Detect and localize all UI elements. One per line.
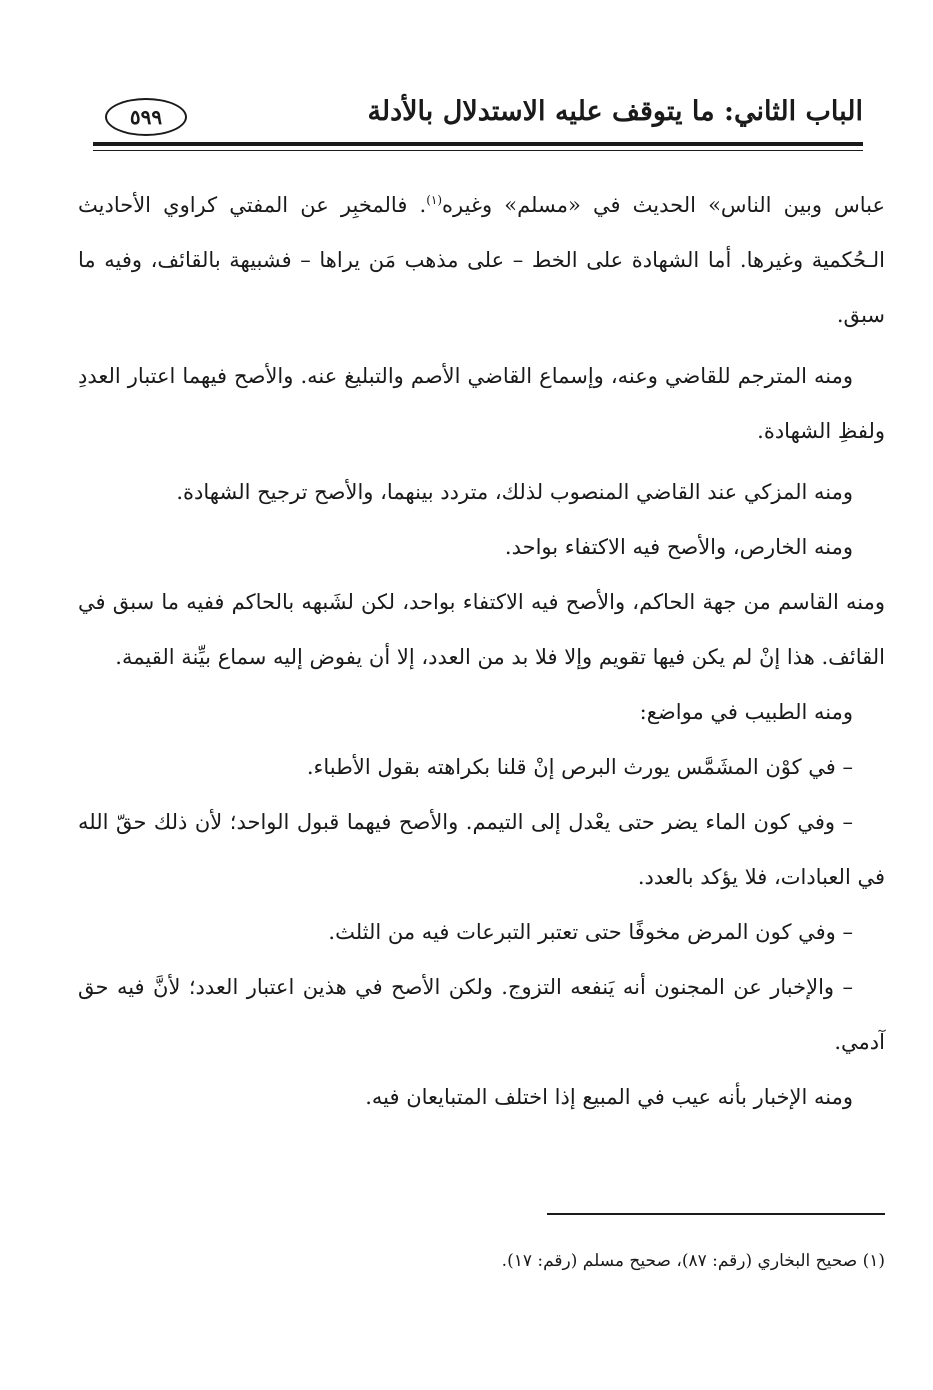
footnote-ref-1: (١) <box>426 193 443 207</box>
list-item-2: – وفي كون الماء يضر حتى يعْدل إلى التيمم. والأصح فيهما قبول الواحد؛ لأن ذلك حقّ الله في العبادات، فلا يؤكد بالعدد. <box>78 810 885 889</box>
list-item-1: – في كوْن المشَمَّس يورث البرص إنْ قلنا بكراهته بقول الأطباء. <box>306 755 853 779</box>
body-text <box>78 178 885 1125</box>
header-rule-thick <box>93 142 863 146</box>
paragraph-3: ومنه المزكي عند القاضي المنصوب لذلك، متردد بينهما، والأصح ترجيح الشهادة. <box>176 480 853 504</box>
list-item-4: – والإخبار عن المجنون أنه يَنفعه التزوج. ولكن الأصح في هذين اعتبار العدد؛ لأنَّ فيه حق آدمي. <box>78 975 885 1054</box>
paragraph-2: ومنه المترجم للقاضي وعنه، وإسماع القاضي الأصم والتبليغ عنه. والأصح فيهما اعتبار العددِ ولفظِ الشهادة. <box>78 364 885 443</box>
paragraph-1-start: عباس وبين الناس» الحديث في «مسلم» وغيره <box>442 193 886 217</box>
running-title: الباب الثاني: ما يتوقف عليه الاستدلال بالأدلة <box>367 96 863 127</box>
header-rule-thin <box>93 150 863 151</box>
footnote-1: (١) صحيح البخاري (رقم: ٨٧)، صحيح مسلم (رقم: ١٧). <box>501 1251 885 1271</box>
paragraph-1 <box>78 178 885 343</box>
paragraph-6: ومنه الطبيب في مواضع: <box>639 700 853 724</box>
page-number-oval <box>105 98 187 136</box>
footnote-separator <box>547 1213 885 1215</box>
list-item-3: – وفي كون المرض مخوفًا حتى تعتبر التبرعات فيه من الثلث. <box>328 920 853 944</box>
paragraph-7: ومنه الإخبار بأنه عيب في المبيع إذا اختلف المتبايعان فيه. <box>365 1085 853 1109</box>
footnotes <box>78 1247 885 1275</box>
paragraph-5: ومنه القاسم من جهة الحاكم، والأصح فيه الاكتفاء بواحد، لكن لشَبهه بالحاكم ففيه ما سبق في القائف. هذا إنْ لم يكن فيها تقويم وإلا فلا بد من العدد، إلا أن يفوض إليه سماع بيِّنة القيمة. <box>78 590 885 669</box>
page-number: ٥٩٩ <box>129 105 163 129</box>
paragraph-1-end: . فالمخبِر عن المفتي كراوي الأحاديث الـحُكمية وغيرها. أما الشهادة على الخط – على مذهب مَن يراها – فشبيهة بالقائف، وفيه ما سبق. <box>78 193 885 327</box>
paragraph-4: ومنه الخارص، والأصح فيه الاكتفاء بواحد. <box>504 535 853 559</box>
